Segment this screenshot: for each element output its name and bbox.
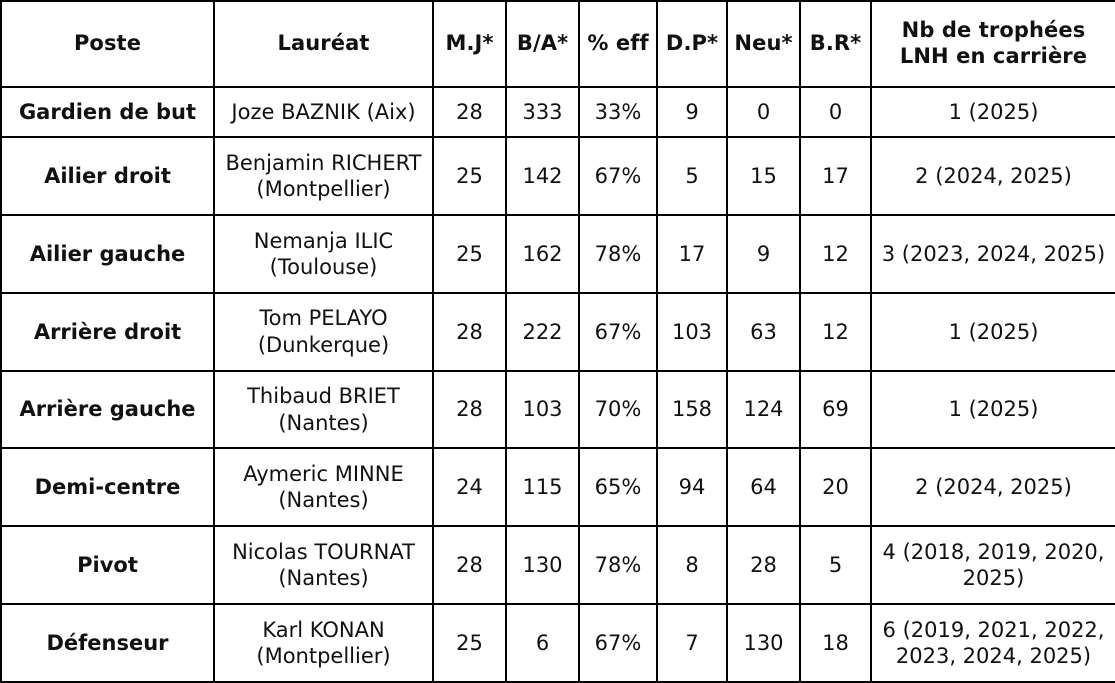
cell-neu: 0	[727, 87, 800, 137]
cell-trophies	[871, 448, 1115, 526]
column-header-laureat: Lauréat	[214, 1, 433, 87]
cell-mj: 25	[433, 215, 506, 293]
laureat-club: (Toulouse)	[269, 254, 378, 279]
cell-neu: 9	[727, 215, 800, 293]
cell-laureat	[214, 137, 433, 215]
cell-mj: 28	[433, 526, 506, 604]
cell-trophies	[871, 137, 1115, 215]
column-header-poste: Poste	[1, 1, 214, 87]
column-header-ba: B/A*	[506, 1, 579, 87]
cell-br: 5	[800, 526, 871, 604]
cell-br: 0	[800, 87, 871, 137]
cell-trophies	[871, 87, 1115, 137]
cell-eff: 65%	[579, 448, 657, 526]
cell-laureat	[214, 371, 433, 449]
cell-br: 17	[800, 137, 871, 215]
cell-br: 69	[800, 371, 871, 449]
laureat-name: Aymeric MINNE	[243, 462, 404, 487]
table-row	[1, 137, 1115, 215]
cell-laureat	[214, 604, 433, 682]
cell-dp: 9	[657, 87, 727, 137]
header-row	[1, 1, 1115, 87]
table-body	[1, 87, 1115, 682]
cell-eff: 67%	[579, 604, 657, 682]
trophies-line1: 3 (2023, 2024, 2025)	[881, 241, 1106, 266]
cell-dp: 8	[657, 526, 727, 604]
cell-dp: 103	[657, 293, 727, 371]
cell-br: 18	[800, 604, 871, 682]
cell-mj: 28	[433, 371, 506, 449]
cell-ba: 130	[506, 526, 579, 604]
cell-ba: 142	[506, 137, 579, 215]
cell-br: 20	[800, 448, 871, 526]
trophies-line1: 2 (2024, 2025)	[915, 475, 1072, 500]
cell-trophies	[871, 526, 1115, 604]
table-row	[1, 87, 1115, 137]
cell-dp: 17	[657, 215, 727, 293]
cell-poste: Arrière gauche	[1, 371, 214, 449]
cell-dp: 7	[657, 604, 727, 682]
cell-mj: 28	[433, 293, 506, 371]
cell-laureat	[214, 526, 433, 604]
laureat-name: Tom PELAYO	[259, 306, 388, 331]
cell-br: 12	[800, 293, 871, 371]
cell-neu: 28	[727, 526, 800, 604]
column-header-neu: Neu*	[727, 1, 800, 87]
cell-laureat	[214, 293, 433, 371]
laureat-club: (Nantes)	[278, 410, 369, 435]
cell-trophies	[871, 371, 1115, 449]
cell-poste: Pivot	[1, 526, 214, 604]
column-header-eff: % eff	[579, 1, 657, 87]
column-header-dp: D.P*	[657, 1, 727, 87]
cell-trophies	[871, 604, 1115, 682]
cell-neu: 64	[727, 448, 800, 526]
cell-neu: 124	[727, 371, 800, 449]
column-header-trophies-line2: LNH en carrière	[899, 44, 1088, 68]
cell-eff: 67%	[579, 293, 657, 371]
cell-poste: Ailier gauche	[1, 215, 214, 293]
laureat-name: Karl KONAN	[262, 617, 385, 642]
cell-mj: 25	[433, 137, 506, 215]
trophies-line2: 2025)	[962, 566, 1025, 591]
cell-dp: 94	[657, 448, 727, 526]
cell-neu: 130	[727, 604, 800, 682]
cell-eff: 78%	[579, 215, 657, 293]
cell-br: 12	[800, 215, 871, 293]
cell-poste: Gardien de but	[1, 87, 214, 137]
trophies-line1: 4 (2018, 2019, 2020,	[882, 539, 1105, 564]
cell-poste: Ailier droit	[1, 137, 214, 215]
cell-laureat	[214, 215, 433, 293]
trophies-line1: 2 (2024, 2025)	[915, 163, 1072, 188]
cell-neu: 15	[727, 137, 800, 215]
column-header-trophies-line1: Nb de trophées	[901, 18, 1086, 43]
cell-eff: 67%	[579, 137, 657, 215]
cell-neu: 63	[727, 293, 800, 371]
cell-trophies	[871, 293, 1115, 371]
laureat-club: (Montpellier)	[256, 644, 391, 669]
cell-trophies	[871, 215, 1115, 293]
cell-ba: 6	[506, 604, 579, 682]
table-row	[1, 526, 1115, 604]
cell-dp: 5	[657, 137, 727, 215]
cell-dp: 158	[657, 371, 727, 449]
laureat-club: (Montpellier)	[256, 177, 391, 201]
laureat-name: Nicolas TOURNAT	[232, 539, 415, 564]
cell-laureat	[214, 87, 433, 137]
cell-ba: 103	[506, 371, 579, 449]
laureat-name: Thibaud BRIET	[247, 384, 400, 409]
laureat-name: Benjamin RICHERT	[225, 150, 422, 175]
table-row	[1, 371, 1115, 449]
trophies-line1: 1 (2025)	[948, 397, 1039, 422]
cell-mj: 28	[433, 87, 506, 137]
table-row	[1, 448, 1115, 526]
laureat-name: Nemanja ILIC	[253, 228, 394, 253]
column-header-mj: M.J*	[433, 1, 506, 87]
trophies-line1: 1 (2025)	[948, 319, 1039, 344]
cell-poste: Arrière droit	[1, 293, 214, 371]
laureat-club: (Nantes)	[278, 566, 369, 591]
cell-mj: 25	[433, 604, 506, 682]
cell-poste: Défenseur	[1, 604, 214, 682]
cell-ba: 333	[506, 87, 579, 137]
cell-eff: 33%	[579, 87, 657, 137]
cell-eff: 78%	[579, 526, 657, 604]
cell-ba: 115	[506, 448, 579, 526]
trophies-line1: 6 (2019, 2021, 2022,	[882, 617, 1105, 642]
table-row	[1, 293, 1115, 371]
cell-laureat	[214, 448, 433, 526]
column-header-br: B.R*	[800, 1, 871, 87]
table-row	[1, 604, 1115, 682]
cell-ba: 162	[506, 215, 579, 293]
trophies-line1: 1 (2025)	[948, 99, 1039, 124]
column-header-trophies	[871, 1, 1115, 87]
table-row	[1, 215, 1115, 293]
laureat-club: (Nantes)	[278, 488, 369, 513]
laureat-club: (Dunkerque)	[257, 332, 390, 357]
cell-ba: 222	[506, 293, 579, 371]
trophies-line2: 2023, 2024, 2025)	[895, 644, 1092, 669]
laureat-name: Joze BAZNIK (Aix)	[231, 99, 416, 124]
cell-eff: 70%	[579, 371, 657, 449]
table-header	[1, 1, 1115, 87]
cell-poste: Demi-centre	[1, 448, 214, 526]
cell-mj: 24	[433, 448, 506, 526]
